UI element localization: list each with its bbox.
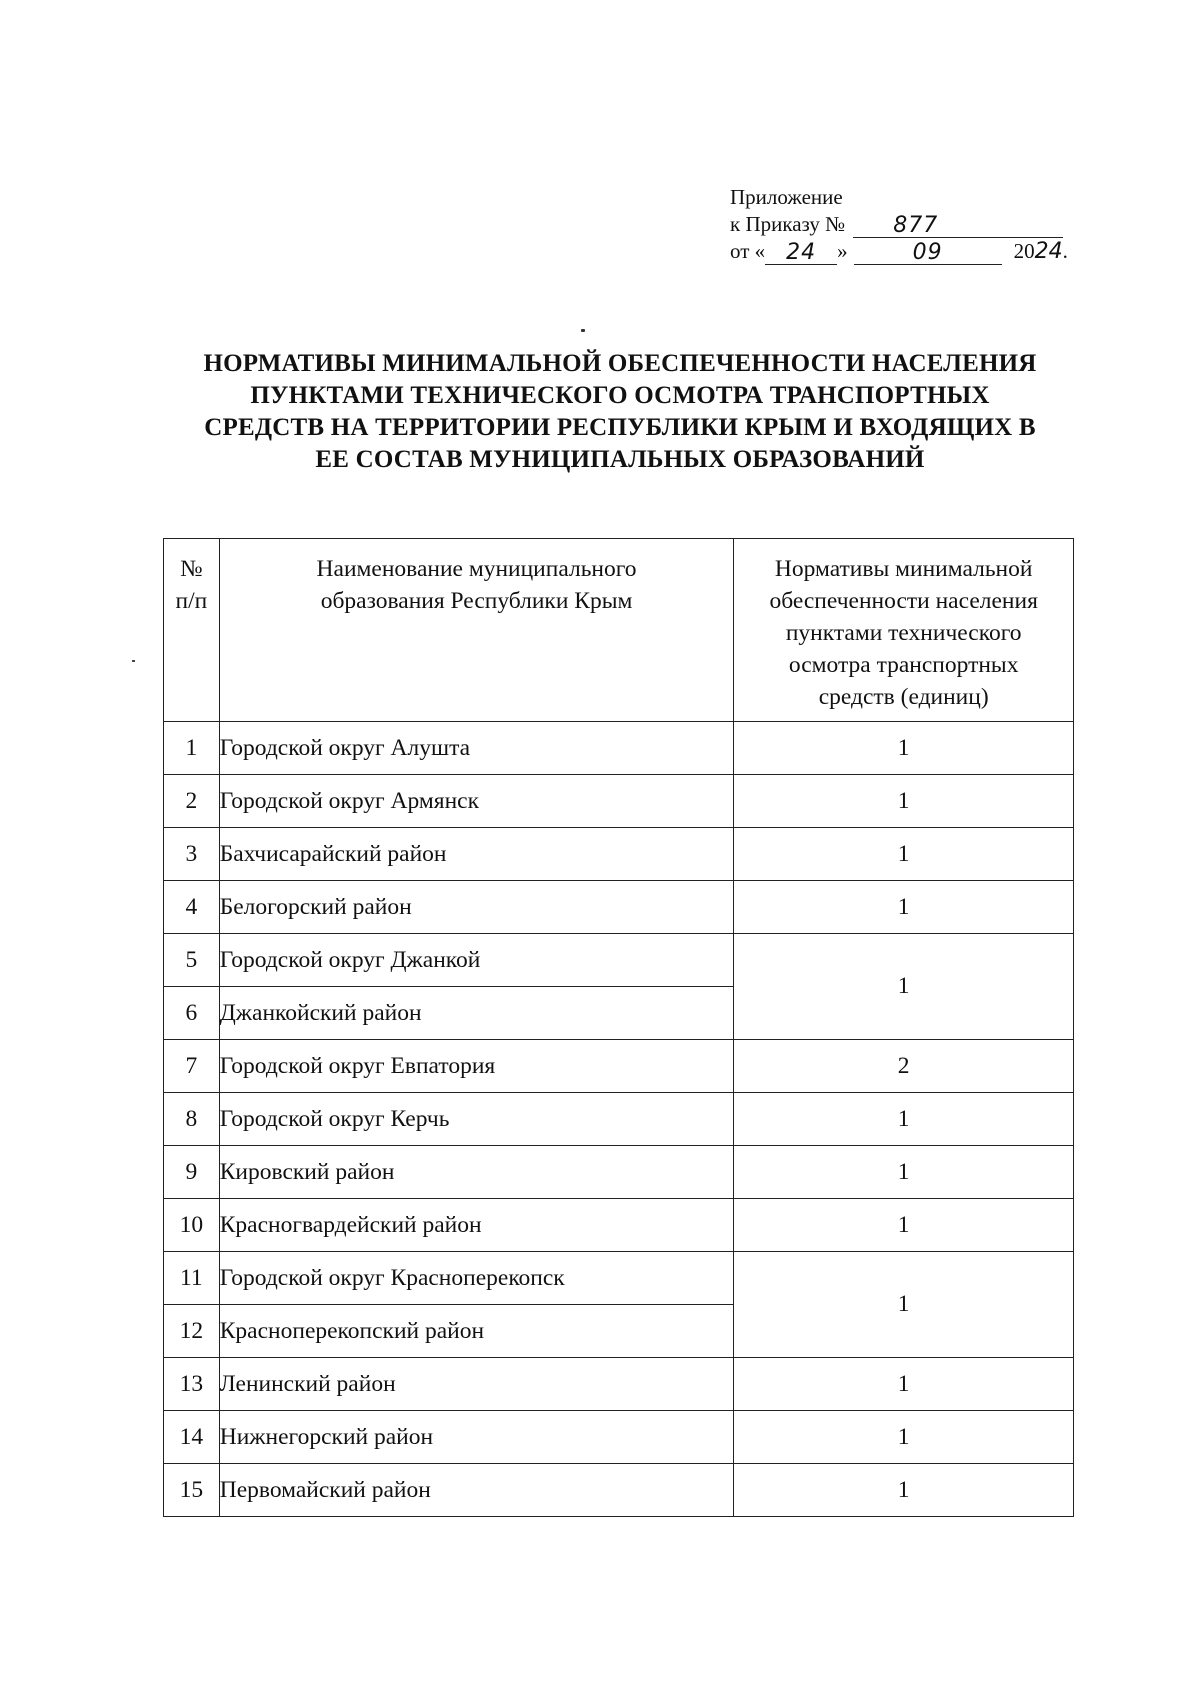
- municipality-name: Нижнегорский район: [219, 1411, 734, 1464]
- row-number: 15: [164, 1464, 220, 1517]
- norm-value: 1: [734, 1199, 1074, 1252]
- row-number: 14: [164, 1411, 220, 1464]
- municipality-name: Городской округ Красноперекопск: [219, 1252, 734, 1305]
- header-norm-line-5: средств (единиц): [818, 684, 989, 710]
- table-row: [164, 722, 1074, 775]
- header-number-line-1: №: [180, 556, 203, 582]
- row-number: 6: [164, 987, 220, 1040]
- header-municipality-line-1: Наименование муниципального: [316, 556, 637, 582]
- date-day-handwritten: 24: [765, 242, 837, 265]
- municipality-name: Кировский район: [219, 1146, 734, 1199]
- table-row: [164, 775, 1074, 828]
- municipality-name: Городской округ Евпатория: [219, 1040, 734, 1093]
- title-line-3: СРЕДСТВ НА ТЕРРИТОРИИ РЕСПУБЛИКИ КРЫМ И ВХОДЯЩИХ В: [204, 414, 1036, 441]
- date-month-handwritten: 09: [854, 242, 1002, 265]
- row-number: 3: [164, 828, 220, 881]
- title-line-2: ПУНКТАМИ ТЕХНИЧЕСКОГО ОСМОТРА ТРАНСПОРТНЫХ: [250, 382, 990, 409]
- header-norm-line-1: Нормативы минимальной: [774, 556, 1033, 582]
- municipality-name: Городской округ Керчь: [219, 1093, 734, 1146]
- date-prefix: от «: [730, 239, 766, 263]
- date-year-prefix: 20: [1013, 239, 1035, 263]
- table-header-row: [164, 539, 1074, 722]
- order-number-handwritten: 877: [853, 215, 1063, 238]
- appendix-label: Приложение: [730, 185, 843, 209]
- row-number: 7: [164, 1040, 220, 1093]
- document-title: [120, 348, 1120, 476]
- table-row: [164, 934, 1074, 987]
- row-number: 12: [164, 1305, 220, 1358]
- scan-mark-left: [132, 660, 135, 662]
- municipality-name: Первомайский район: [219, 1464, 734, 1517]
- row-number: 10: [164, 1199, 220, 1252]
- norm-value: 1: [734, 881, 1074, 934]
- header-norm: [734, 539, 1074, 722]
- norm-value: 1: [734, 1411, 1074, 1464]
- municipality-name: Городской округ Алушта: [219, 722, 734, 775]
- header-number: [164, 539, 220, 722]
- norm-value-merged: 1: [734, 1252, 1074, 1358]
- order-number-line: [730, 211, 1068, 238]
- appendix-block: [730, 184, 1068, 265]
- date-year-end: .: [1062, 239, 1068, 263]
- date-day-close-quote: »: [837, 239, 848, 263]
- norm-value: 2: [734, 1040, 1074, 1093]
- table-row: [164, 1199, 1074, 1252]
- title-line-4: ЕЕ СОСТАВ МУНИЦИПАЛЬНЫХ ОБРАЗОВАНИЙ: [315, 446, 925, 473]
- table-row: [164, 1411, 1074, 1464]
- header-norm-line-4: осмотра транспортных: [788, 652, 1019, 678]
- norm-value: 1: [734, 1358, 1074, 1411]
- row-number: 2: [164, 775, 220, 828]
- row-number: 11: [164, 1252, 220, 1305]
- municipality-name: Ленинский район: [219, 1358, 734, 1411]
- municipality-name: Красногвардейский район: [219, 1199, 734, 1252]
- header-norm-line-2: обеспеченности населения: [769, 588, 1038, 614]
- row-number: 8: [164, 1093, 220, 1146]
- table-row: [164, 881, 1074, 934]
- municipality-name: Бахчисарайский район: [219, 828, 734, 881]
- norm-value-merged: 1: [734, 934, 1074, 1040]
- table-row: [164, 1358, 1074, 1411]
- norm-value: 1: [734, 775, 1074, 828]
- order-number-prefix: к Приказу №: [730, 212, 846, 236]
- row-number: 1: [164, 722, 220, 775]
- row-number: 4: [164, 881, 220, 934]
- norm-value: 1: [734, 1093, 1074, 1146]
- order-date-line: [730, 238, 1068, 265]
- norm-value: 1: [734, 1146, 1074, 1199]
- norm-value: 1: [734, 1464, 1074, 1517]
- table-row: [164, 1146, 1074, 1199]
- table-row: [164, 1464, 1074, 1517]
- scan-mark: [581, 329, 585, 332]
- norm-value: 1: [734, 722, 1074, 775]
- municipality-name: Городской округ Армянск: [219, 775, 734, 828]
- header-norm-line-3: пунктами технического: [785, 620, 1022, 646]
- row-number: 9: [164, 1146, 220, 1199]
- header-municipality: [219, 539, 734, 722]
- norm-value: 1: [734, 828, 1074, 881]
- table-row: [164, 1252, 1074, 1305]
- header-number-line-2: п/п: [175, 588, 208, 614]
- municipality-name: Городской округ Джанкой: [219, 934, 734, 987]
- municipality-name: Красноперекопский район: [219, 1305, 734, 1358]
- norms-table: [163, 538, 1074, 1517]
- row-number: 5: [164, 934, 220, 987]
- title-line-1: НОРМАТИВЫ МИНИМАЛЬНОЙ ОБЕСПЕЧЕННОСТИ НАСЕЛЕНИЯ: [203, 350, 1037, 377]
- table-row: [164, 828, 1074, 881]
- header-municipality-line-2: образования Республики Крым: [320, 588, 633, 614]
- municipality-name: Белогорский район: [219, 881, 734, 934]
- municipality-name: Джанкойский район: [219, 987, 734, 1040]
- date-year-handwritten: 24: [1034, 239, 1063, 264]
- row-number: 13: [164, 1358, 220, 1411]
- table-row: [164, 1093, 1074, 1146]
- table-row: [164, 1040, 1074, 1093]
